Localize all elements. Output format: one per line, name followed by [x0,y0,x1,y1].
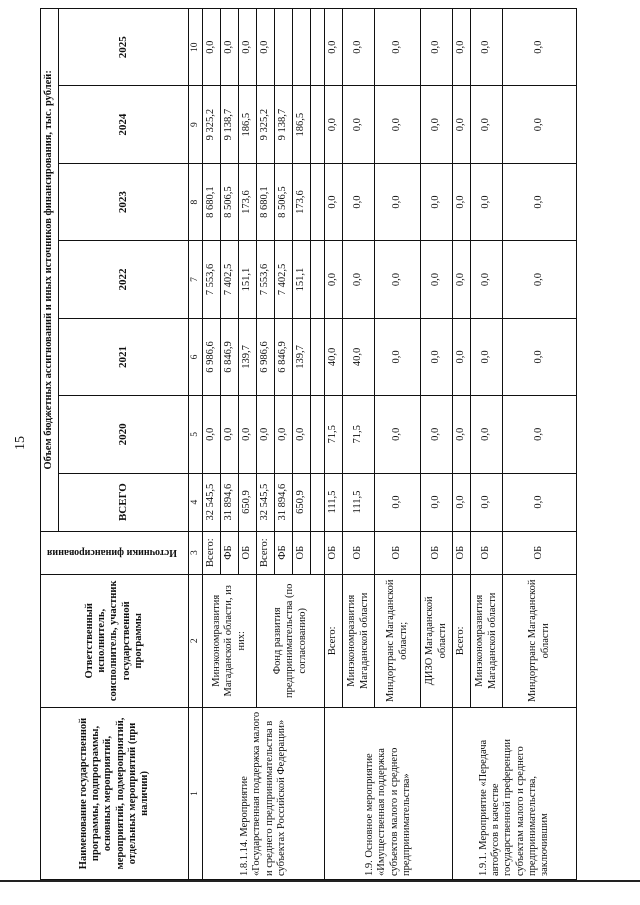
source-cell: ОБ [375,531,421,574]
value-cell: 0,0 [203,396,221,473]
value-cell: 139,7 [239,318,257,395]
value-cell: 151,1 [293,241,311,318]
value-cell: 186,5 [293,86,311,163]
value-cell: 0,0 [325,9,343,86]
responsible-cell: Минэкономразвития Магаданской области, из них: [203,574,257,707]
header-year: 2023 [59,163,189,240]
responsible-cell: Фонд развития предпринимательства (по согласованию) [257,574,325,707]
responsible-total: Всего: [453,574,471,707]
value-cell: 650,9 [239,473,257,531]
empty-cell [311,9,325,86]
value-cell: 0,0 [453,86,471,163]
value-cell: 6 986,6 [257,318,275,395]
value-cell: 0,0 [503,241,577,318]
program-name-18114: 1.8.1.14. Мероприятие «Государственная поддержка малого и среднего предпринимательства в субъектах Российской Федерации» [203,707,325,879]
header-year: 2022 [59,241,189,318]
value-cell: 71,5 [343,396,375,473]
column-index: 9 [189,86,203,163]
value-cell: 0,0 [453,241,471,318]
responsible-cell: Минэкономразвития Магаданской области [343,574,375,707]
value-cell: 0,0 [257,9,275,86]
value-cell: 9 138,7 [275,86,293,163]
value-cell: 6 846,9 [221,318,239,395]
value-cell: 0,0 [453,163,471,240]
header-volume: Объем бюджетных ассигнований и иных источников финансирования, тыс. рублей: [41,9,59,532]
value-cell: 0,0 [471,241,503,318]
empty-cell [311,163,325,240]
source-cell: ФБ [275,531,293,574]
value-cell: 31 894,6 [221,473,239,531]
value-cell: 9 325,2 [203,86,221,163]
value-cell: 40,0 [325,318,343,395]
source-cell: ФБ [221,531,239,574]
column-index: 10 [189,9,203,86]
value-cell: 0,0 [257,396,275,473]
value-cell: 0,0 [471,9,503,86]
header-total: ВСЕГО [59,473,189,531]
value-cell: 0,0 [203,9,221,86]
value-cell: 0,0 [343,86,375,163]
value-cell: 0,0 [503,9,577,86]
value-cell: 40,0 [343,318,375,395]
source-cell: Всего: [257,531,275,574]
column-index: 1 [189,707,203,879]
financing-table [40,8,577,880]
value-cell: 0,0 [421,396,453,473]
value-cell: 0,0 [239,9,257,86]
header-year: 2020 [59,396,189,473]
value-cell: 0,0 [325,86,343,163]
value-cell: 0,0 [421,86,453,163]
value-cell: 7 553,6 [257,241,275,318]
source-cell: ОБ [503,531,577,574]
empty-cell [311,318,325,395]
value-cell: 7 402,5 [221,241,239,318]
value-cell: 9 325,2 [257,86,275,163]
value-cell: 0,0 [343,241,375,318]
responsible-cell: Миндортранс Магаданской области; [375,574,421,707]
value-cell: 8 680,1 [257,163,275,240]
value-cell: 0,0 [421,473,453,531]
value-cell: 0,0 [375,163,421,240]
value-cell: 0,0 [453,9,471,86]
value-cell: 0,0 [503,473,577,531]
value-cell: 111,5 [325,473,343,531]
value-cell: 0,0 [453,473,471,531]
header-year: 2025 [59,9,189,86]
header-year: 2024 [59,86,189,163]
value-cell: 0,0 [221,9,239,86]
empty-cell [311,86,325,163]
source-cell: ОБ [343,531,375,574]
value-cell: 0,0 [421,318,453,395]
column-index: 8 [189,163,203,240]
column-index: 4 [189,473,203,531]
value-cell: 0,0 [453,318,471,395]
header-responsible: Ответственный исполнитель, соисполнитель, участник государственной программы [41,574,189,707]
source-cell: ОБ [239,531,257,574]
value-cell: 31 894,6 [275,473,293,531]
empty-cell [311,396,325,473]
value-cell: 0,0 [471,473,503,531]
value-cell: 32 545,5 [257,473,275,531]
source-cell: ОБ [471,531,503,574]
value-cell: 0,0 [375,318,421,395]
responsible-cell: Миндортранс Магаданской области [503,574,577,707]
value-cell: 0,0 [503,396,577,473]
value-cell: 0,0 [503,318,577,395]
value-cell: 0,0 [239,396,257,473]
source-cell: Всего: [203,531,221,574]
column-index: 6 [189,318,203,395]
header-year: 2021 [59,318,189,395]
header-name: Наименование государственной программы, подпрограммы, основных мероприятий, мероприятий, подмероприятий, отдельных мероприятий (при наличии) [41,707,189,879]
value-cell: 0,0 [221,396,239,473]
source-cell: ОБ [325,531,343,574]
value-cell [293,9,311,86]
responsible-cell: ДИЗО Магаданской области [421,574,453,707]
value-cell: 0,0 [375,86,421,163]
value-cell: 6 986,6 [203,318,221,395]
value-cell: 32 545,5 [203,473,221,531]
column-index: 2 [189,574,203,707]
value-cell: 0,0 [471,86,503,163]
value-cell: 650,9 [293,473,311,531]
value-cell: 0,0 [421,163,453,240]
page-number: 15 [13,436,28,450]
value-cell: 111,5 [343,473,375,531]
value-cell: 0,0 [375,241,421,318]
column-index: 3 [189,531,203,574]
value-cell: 0,0 [503,86,577,163]
value-cell: 9 138,7 [221,86,239,163]
empty-cell [311,241,325,318]
source-cell: ОБ [421,531,453,574]
value-cell: 139,7 [293,318,311,395]
value-cell: 0,0 [421,9,453,86]
value-cell: 0,0 [471,396,503,473]
value-cell: 0,0 [343,9,375,86]
value-cell: 0,0 [343,163,375,240]
empty-cell [311,531,325,574]
value-cell: 0,0 [503,163,577,240]
value-cell: 173,6 [293,163,311,240]
value-cell: 7 553,6 [203,241,221,318]
column-index: 5 [189,396,203,473]
value-cell: 0,0 [471,163,503,240]
rotated-page [10,0,630,886]
value-cell: 151,1 [239,241,257,318]
header-source [41,531,189,574]
value-cell: 71,5 [325,396,343,473]
value-cell: 0,0 [471,318,503,395]
value-cell: 0,0 [375,9,421,86]
value-cell: 0,0 [375,396,421,473]
value-cell: 0,0 [453,396,471,473]
program-name-19: 1.9. Основное мероприятие «Имущественная поддержка субъектов малого и среднего предпринимательства» [325,707,453,879]
value-cell: 0,0 [293,396,311,473]
value-cell: 0,0 [421,241,453,318]
value-cell: 173,6 [239,163,257,240]
value-cell: 8 680,1 [203,163,221,240]
value-cell: 0,0 [325,241,343,318]
empty-cell [311,473,325,531]
value-cell: 186,5 [239,86,257,163]
column-index: 7 [189,241,203,318]
source-cell: ОБ [293,531,311,574]
source-cell: ОБ [453,531,471,574]
value-cell: 7 402,5 [275,241,293,318]
value-cell: 6 846,9 [275,318,293,395]
header-source-text: Источники финансирования [47,547,178,559]
value-cell: 0,0 [375,473,421,531]
responsible-cell: Минэкономразвития Магаданской области [471,574,503,707]
value-cell: 0,0 [325,163,343,240]
program-name-191: 1.9.1. Мероприятие «Передача автобусов в качестве государственной преференции субъектам малого и среднего предпринимательства, заключившим [453,707,577,879]
value-cell: 0,0 [275,396,293,473]
value-cell: 8 506,5 [221,163,239,240]
value-cell: 8 506,5 [275,163,293,240]
responsible-total: Всего: [325,574,343,707]
value-cell [275,9,293,86]
